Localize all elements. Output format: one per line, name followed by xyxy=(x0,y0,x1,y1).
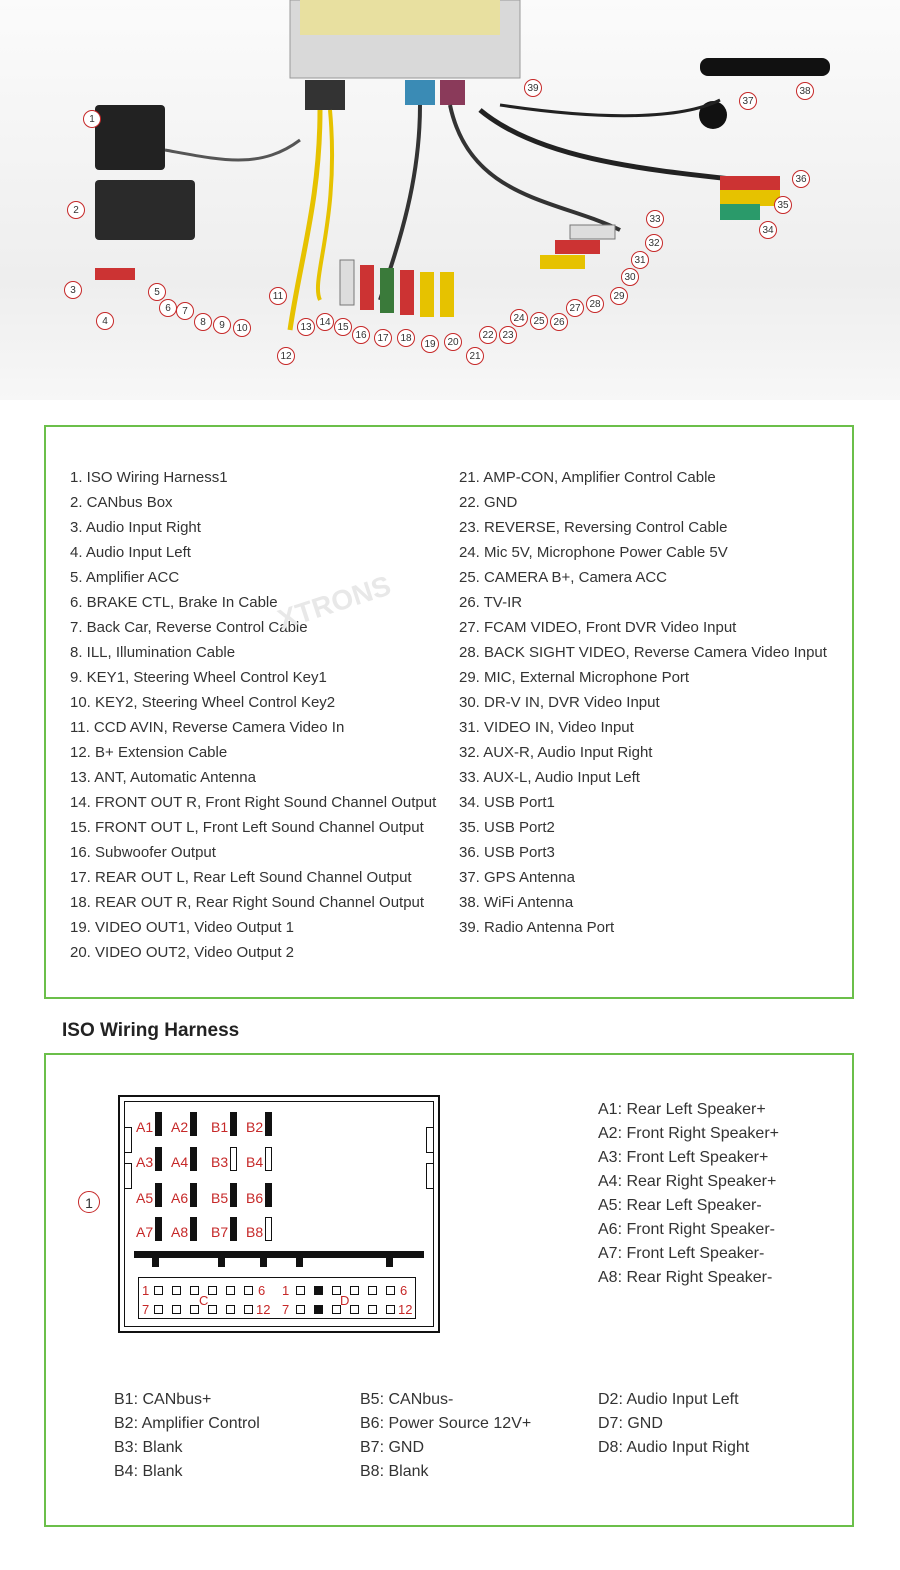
legend-item: 31. VIDEO IN, Video Input xyxy=(459,719,634,736)
callout-19: 19 xyxy=(421,335,439,353)
connector-c-label: C xyxy=(199,1293,209,1308)
legend-item: 17. REAR OUT L, Rear Left Sound Channel Output xyxy=(70,869,412,886)
legend-item: 34. USB Port1 xyxy=(459,794,555,811)
harness-callout-1: 1 xyxy=(78,1191,100,1213)
legend-item: 24. Mic 5V, Microphone Power Cable 5V xyxy=(459,544,728,561)
pin-definition: A1: Rear Left Speaker+ xyxy=(598,1101,766,1118)
pin-num: 6 xyxy=(400,1283,408,1298)
callout-16: 16 xyxy=(352,326,370,344)
callout-12: 12 xyxy=(277,347,295,365)
legend-item: 33. AUX-L, Audio Input Left xyxy=(459,769,640,786)
callout-35: 35 xyxy=(774,196,792,214)
callout-30: 30 xyxy=(621,268,639,286)
pin-label: A4 xyxy=(171,1154,189,1170)
pin-definition: B5: CANbus- xyxy=(360,1391,454,1408)
callout-33: 33 xyxy=(646,210,664,228)
pin-num: 12 xyxy=(256,1302,271,1317)
legend-item: 14. FRONT OUT R, Front Right Sound Channel Output xyxy=(70,794,437,811)
legend-item: 6. BRAKE CTL, Brake In Cable xyxy=(70,594,278,611)
callout-2: 2 xyxy=(67,201,85,219)
pin-definition: B2: Amplifier Control xyxy=(114,1415,260,1432)
legend-item: 7. Back Car, Reverse Control Cable xyxy=(70,619,308,636)
callout-20: 20 xyxy=(444,333,462,351)
callout-5: 5 xyxy=(148,283,166,301)
pin-label: A8 xyxy=(171,1224,189,1240)
legend-item: 23. REVERSE, Reversing Control Cable xyxy=(459,519,728,536)
callout-10: 10 xyxy=(233,319,251,337)
legend-item: 15. FRONT OUT L, Front Left Sound Channel Output xyxy=(70,819,424,836)
legend-item: 32. AUX-R, Audio Input Right xyxy=(459,744,653,761)
pin-label: B3 xyxy=(211,1154,229,1170)
legend-item: 38. WiFi Antenna xyxy=(459,894,574,911)
callout-4: 4 xyxy=(96,312,114,330)
callout-38: 38 xyxy=(796,82,814,100)
pin-definition: A3: Front Left Speaker+ xyxy=(598,1149,769,1166)
legend-item: 19. VIDEO OUT1, Video Output 1 xyxy=(70,919,295,936)
legend-item: 10. KEY2, Steering Wheel Control Key2 xyxy=(70,694,336,711)
pin-definition: A2: Front Right Speaker+ xyxy=(598,1125,779,1142)
legend-item: 12. B+ Extension Cable xyxy=(70,744,228,761)
legend-item: 27. FCAM VIDEO, Front DVR Video Input xyxy=(459,619,737,636)
iso-harness-panel xyxy=(44,1053,854,1527)
callout-29: 29 xyxy=(610,287,628,305)
pin-definition: B1: CANbus+ xyxy=(114,1391,212,1408)
legend-item: 39. Radio Antenna Port xyxy=(459,919,615,936)
callout-34: 34 xyxy=(759,221,777,239)
pin-label: A5 xyxy=(136,1190,154,1206)
callout-24: 24 xyxy=(510,309,528,327)
callout-9: 9 xyxy=(213,316,231,334)
legend-item: 25. CAMERA B+, Camera ACC xyxy=(459,569,667,586)
callout-37: 37 xyxy=(739,92,757,110)
callout-39: 39 xyxy=(524,79,542,97)
legend-item: 37. GPS Antenna xyxy=(459,869,575,886)
callout-36: 36 xyxy=(792,170,810,188)
callout-31: 31 xyxy=(631,251,649,269)
legend-item: 20. VIDEO OUT2, Video Output 2 xyxy=(70,944,295,961)
legend-item: 16. Subwoofer Output xyxy=(70,844,216,861)
pin-label: A6 xyxy=(171,1190,189,1206)
callout-27: 27 xyxy=(566,299,584,317)
legend-panel xyxy=(44,425,854,999)
legend-item: 9. KEY1, Steering Wheel Control Key1 xyxy=(70,669,327,686)
legend-item: 13. ANT, Automatic Antenna xyxy=(70,769,256,786)
callout-28: 28 xyxy=(586,295,604,313)
pin-definition: A6: Front Right Speaker- xyxy=(598,1221,775,1238)
callout-1: 1 xyxy=(83,110,101,128)
legend-item: 3. Audio Input Right xyxy=(70,519,201,536)
callout-7: 7 xyxy=(176,302,194,320)
legend-item: 29. MIC, External Microphone Port xyxy=(459,669,690,686)
callout-3: 3 xyxy=(64,281,82,299)
pin-label: B8 xyxy=(246,1224,264,1240)
pin-label: A1 xyxy=(136,1119,154,1135)
pin-num: 1 xyxy=(142,1283,150,1298)
callout-26: 26 xyxy=(550,313,568,331)
legend-item: 36. USB Port3 xyxy=(459,844,555,861)
watermark: XTRONS xyxy=(273,569,395,636)
pin-label: A3 xyxy=(136,1154,154,1170)
pin-label: B4 xyxy=(246,1154,264,1170)
pin-definition: B3: Blank xyxy=(114,1439,183,1456)
callout-14: 14 xyxy=(316,313,334,331)
legend-item: 2. CANbus Box xyxy=(70,494,173,511)
pin-label: A2 xyxy=(171,1119,189,1135)
callout-18: 18 xyxy=(397,329,415,347)
connector-d-label: D xyxy=(340,1293,350,1308)
pin-definition: A7: Front Left Speaker- xyxy=(598,1245,765,1262)
pin-definition: B4: Blank xyxy=(114,1463,183,1480)
pin-definition: D7: GND xyxy=(598,1415,663,1432)
callout-21: 21 xyxy=(466,347,484,365)
callout-22: 22 xyxy=(479,326,497,344)
callout-15: 15 xyxy=(334,318,352,336)
pin-num: 7 xyxy=(282,1302,290,1317)
legend-item: 35. USB Port2 xyxy=(459,819,555,836)
callout-17: 17 xyxy=(374,329,392,347)
legend-item: 28. BACK SIGHT VIDEO, Reverse Camera Video Input xyxy=(459,644,827,661)
pin-label: B1 xyxy=(211,1119,229,1135)
callout-6: 6 xyxy=(159,299,177,317)
callout-13: 13 xyxy=(297,318,315,336)
pin-label: B2 xyxy=(246,1119,264,1135)
product-photo xyxy=(0,0,900,400)
legend-item: 26. TV-IR xyxy=(459,594,523,611)
iso-connector-diagram xyxy=(118,1095,440,1333)
legend-item: 4. Audio Input Left xyxy=(70,544,191,561)
legend-item: 30. DR-V IN, DVR Video Input xyxy=(459,694,660,711)
legend-item: 1. ISO Wiring Harness1 xyxy=(70,469,228,486)
pin-definition: A8: Rear Right Speaker- xyxy=(598,1269,773,1286)
pin-definition: A5: Rear Left Speaker- xyxy=(598,1197,762,1214)
legend-item: 11. CCD AVIN, Reverse Camera Video In xyxy=(70,719,345,736)
callout-11: 11 xyxy=(269,287,287,305)
section-title: ISO Wiring Harness xyxy=(62,1020,240,1041)
callout-8: 8 xyxy=(194,313,212,331)
pin-definition: B8: Blank xyxy=(360,1463,429,1480)
callout-32: 32 xyxy=(645,234,663,252)
pin-label: B5 xyxy=(211,1190,229,1206)
legend-item: 8. ILL, Illumination Cable xyxy=(70,644,236,661)
legend-item: 22. GND xyxy=(459,494,518,511)
pin-definition: B7: GND xyxy=(360,1439,425,1456)
legend-item: 5. Amplifier ACC xyxy=(70,569,180,586)
pin-label: B6 xyxy=(246,1190,264,1206)
pin-num: 1 xyxy=(282,1283,290,1298)
callout-25: 25 xyxy=(530,312,548,330)
pin-label: A7 xyxy=(136,1224,154,1240)
callout-23: 23 xyxy=(499,326,517,344)
pin-num: 12 xyxy=(398,1302,413,1317)
pin-definition: B6: Power Source 12V+ xyxy=(360,1415,532,1432)
pin-num: 6 xyxy=(258,1283,266,1298)
pin-definition: D8: Audio Input Right xyxy=(598,1439,750,1456)
legend-item: 21. AMP-CON, Amplifier Control Cable xyxy=(459,469,716,486)
pin-definition: A4: Rear Right Speaker+ xyxy=(598,1173,777,1190)
pin-num: 7 xyxy=(142,1302,150,1317)
pin-definition: D2: Audio Input Left xyxy=(598,1391,739,1408)
pin-label: B7 xyxy=(211,1224,229,1240)
legend-item: 18. REAR OUT R, Rear Right Sound Channel Output xyxy=(70,894,425,911)
